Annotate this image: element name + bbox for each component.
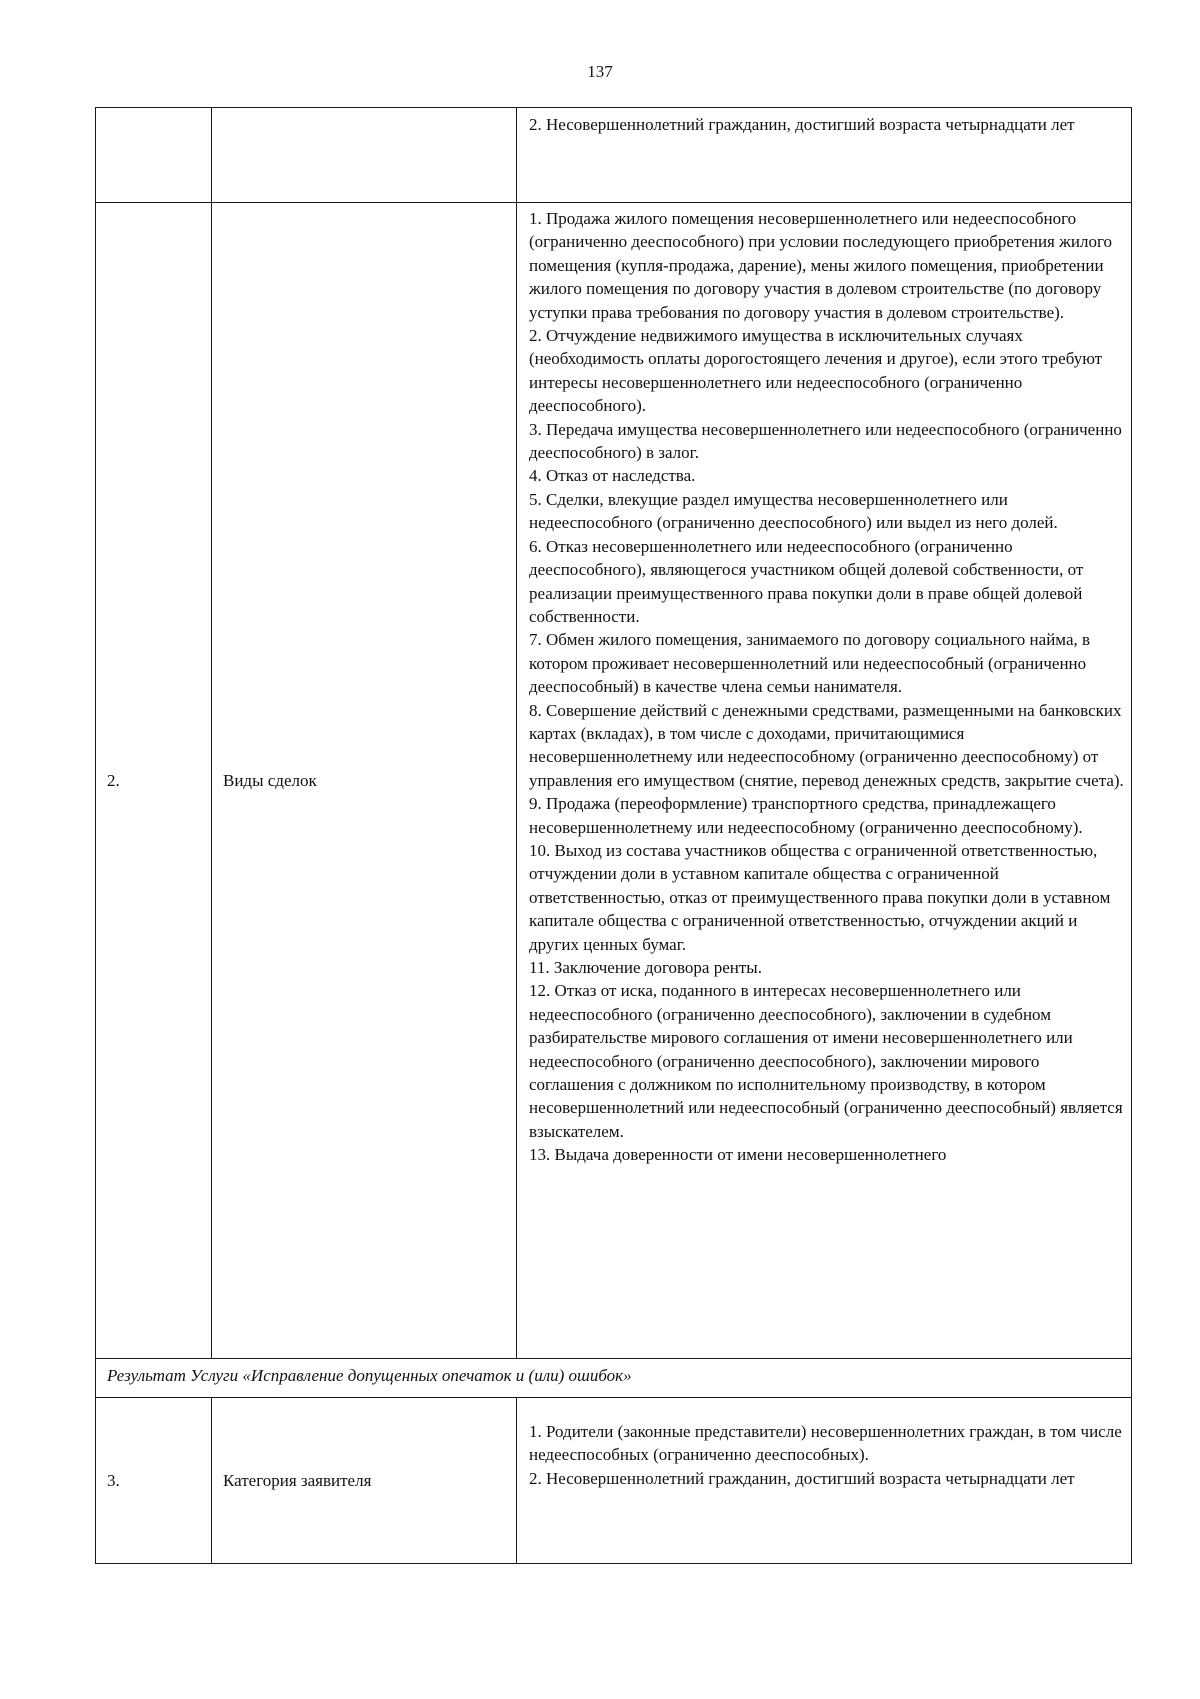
list-item: 1. Родители (законные представители) несовершеннолетних граждан, в том числе недееспособных (ограниченно дееспособных). (529, 1422, 1122, 1465)
list-item: 2. Несовершеннолетний гражданин, достигший возраста четырнадцати лет (529, 1468, 1075, 1488)
list-item: 13. Выдача доверенности от имени несовершеннолетнего (529, 1145, 947, 1165)
row-label-cell (212, 108, 517, 203)
list-item: 11. Заключение договора ренты. (529, 958, 762, 977)
table-row (96, 108, 1132, 203)
list-item: 7. Обмен жилого помещения, занимаемого по договору социального найма, в котором проживает несовершеннолетний или недееспособный (ограниченно дееспособный) в качестве члена семьи нанимателя. (529, 630, 1091, 697)
list-item: 4. Отказ от наследства. (529, 466, 696, 486)
row-content-cell (517, 1398, 1132, 1564)
page-number: 137 (587, 62, 613, 81)
list-item: 1. Продажа жилого помещения несовершеннолетнего или недееспособного (ограниченно дееспособного) при условии последующего приобретения жилого помещения (купля-продажа, дарение), мены жилого помещения, приобретении жилого помещения по договору участия в долевом строительстве (по договору уступки права требования по договору участия в долевом строительстве). (529, 209, 1113, 322)
row-number-cell (96, 108, 212, 203)
list-item: 9. Продажа (переоформление) транспортного средства, принадлежащего несовершеннолетнему или недееспособному (ограниченно дееспособному). (529, 794, 1083, 837)
list-item: 2. Несовершеннолетний гражданин, достигший возраста четырнадцати лет (529, 115, 1075, 134)
row-label-cell: Виды сделок (212, 203, 517, 1359)
list-item: 8. Совершение действий с денежными средствами, размещенными на банковских картах (вкладах), в том числе с доходами, причитающимися несовершеннолетнему или недееспособному (ограниченно дееспособному) от управления его имуществом (снятие, перевод денежных средств, закрытие счета). (529, 700, 1124, 790)
row-content-cell (517, 203, 1132, 1359)
row-label-cell: Категория заявителя (212, 1398, 517, 1564)
section-title: Результат Услуги «Исправление допущенных опечаток и (или) ошибок» (96, 1359, 1132, 1398)
list-item: 10. Выход из состава участников общества с ограниченной ответственностью, отчуждении доли в уставном капитале общества с ограниченной ответственностью, отказ от преимущественного права покупки доли в уставном капитале общества с ограниченной ответственностью, отчуждении акций и других ценных бумаг. (529, 840, 1111, 954)
services-table (95, 107, 1132, 1564)
table-row (96, 203, 1132, 1359)
list-item: 12. Отказ от иска, поданного в интересах несовершеннолетнего или недееспособного (ограниченно дееспособного), заключении в судебном разбирательстве мирового соглашения от имени несовершеннолетнего или недееспособного (ограниченно дееспособного), заключении мирового соглашения с должником по исполнительному производству, в котором несовершеннолетний или недееспособный (ограниченно дееспособный) является взыскателем. (529, 981, 1123, 1141)
row-number-cell: 3. (96, 1398, 212, 1564)
section-row (96, 1359, 1132, 1398)
list-item: 6. Отказ несовершеннолетнего или недееспособного (ограниченно дееспособного), являющегося участником общей долевой собственности, от реализации преимущественного права покупки доли в праве общей долевой собственности. (529, 536, 1084, 626)
list-item: 3. Передача имущества несовершеннолетнего или недееспособного (ограниченно дееспособного) в залог. (529, 419, 1122, 463)
list-item: 5. Сделки, влекущие раздел имущества несовершеннолетнего или недееспособного (ограниченно дееспособного) или выдел из него долей. (529, 489, 1058, 533)
row-number-cell: 2. (96, 203, 212, 1359)
list-item: 2. Отчуждение недвижимого имущества в исключительных случаях (необходимость оплаты дорогостоящего лечения и другое), если этого требуют интересы несовершеннолетнего или недееспособного (ограниченно дееспособного). (529, 326, 1103, 416)
table-row (96, 1398, 1132, 1564)
row-content-cell (517, 108, 1132, 203)
